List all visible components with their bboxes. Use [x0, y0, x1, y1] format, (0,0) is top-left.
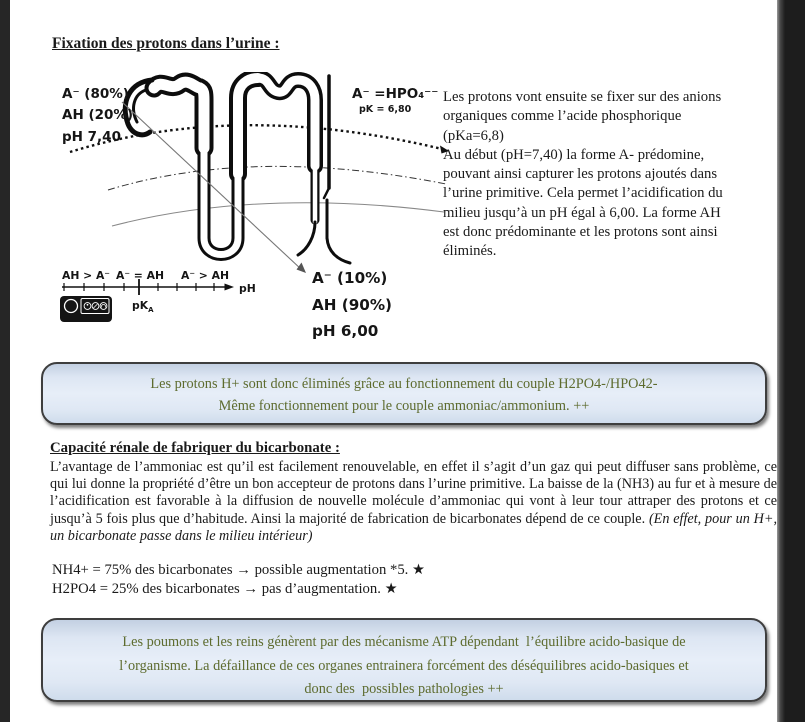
key-point-line: Même fonctionnement pour le couple ammoniac/ammonium. ++: [218, 398, 590, 414]
ratio-line-h2po4: H2PO4 = 25% des bicarbonates → pas d’augmentation. ★: [52, 580, 398, 597]
axis-ph-label: pH: [239, 282, 256, 295]
label-initial-state: [62, 86, 133, 145]
medulla-boundary-dashdot-line: [108, 166, 446, 190]
text-line: l’urine primitive. Cela permet l’acidification du: [443, 185, 723, 202]
key-point-line: Les protons H+ sont donc éliminés grâce au fonctionnement du couple H2PO4-/HPO42-: [150, 376, 658, 392]
window-chrome-left: [0, 0, 10, 722]
axis-zone-ah-gt-a: AH > A⁻: [61, 269, 111, 282]
bicarbonate-ratios: [52, 561, 425, 598]
label-ah-20: AH (20%): [62, 107, 134, 123]
bicarbonate-paragraph-italic-note: (En effet, pour un H+, un bicarbonate passe dans le milieu intérieur): [50, 510, 777, 544]
text-line: Au début (pH=7,40) la forme A- prédomine,: [443, 146, 705, 163]
text-line: milieu jusqu’à un pH égal à 6,00. La forme AH: [443, 204, 721, 221]
inner-medulla-boundary-line: [112, 203, 444, 226]
cc-icon: cc: [67, 302, 75, 311]
key-point-line: l’organisme. La défaillance de ces organes entrainera forcément des déséquilibres acido-basiques et: [119, 657, 689, 674]
key-point-box-lungs-kidneys: [41, 618, 767, 702]
axis-zone-a-gt-ah: A⁻ > AH: [180, 269, 230, 282]
text-line: pouvant ainsi capturer les protons ajoutés dans: [443, 166, 718, 183]
pointer-arrowhead: [297, 263, 307, 274]
text-line: Les protons vont ensuite se fixer sur des anions: [443, 89, 722, 105]
bicarbonate-paragraph-text: L’avantage de l’ammoniac est qu’il est facilement renouvelable, en effet il s’agit d’un gaz qui peut diffuser sans problème, ce qui lui donne la propriété d’être un bon accepteur de protons dans l’urine primitive. La baisse de la (NH3) au fur et à mesure de l’acidification est favorable à la diffusion de nouvelle molécule d’ammoniac qui vont à leur tour attraper des protons et ce jusqu’à 5 fois plus que d’habitude. Ainsi la majorité de fabrication de bicarbonates dépend de ce couple.: [50, 459, 777, 527]
ph-axis-arrowhead: [225, 284, 235, 291]
key-point-line: Les poumons et les reins génèrent par des mécanisme ATP dépendant l’équilibre acido-basique de: [122, 634, 686, 650]
duct-left-flare: [298, 222, 315, 255]
cortex-boundary-dotted-line: [70, 125, 442, 152]
text-line: est donc prédominante et les protons sont ainsi: [443, 224, 718, 241]
text-line: éliminés.: [443, 243, 497, 260]
key-point-line: donc des possibles pathologies ++: [304, 681, 504, 697]
section-heading-bicarbonate: Capacité rénale de fabriquer du bicarbonate :: [50, 440, 340, 456]
cc-badge-text: BY NC SA: [83, 316, 107, 322]
label-final-state: [312, 269, 392, 340]
label-ph-600: pH 6,00: [312, 322, 379, 340]
nephron-ph-diagram: [58, 72, 450, 342]
axis-pka-label: $pK_A$: [132, 299, 154, 314]
bicarbonate-paragraph: [50, 459, 777, 545]
label-phosphate-pk: [352, 86, 438, 115]
label-a-minus-10: A⁻ (10%): [312, 269, 388, 287]
ratio-line-nh4: NH4+ = 75% des bicarbonates → possible augmentation *5. ★: [52, 562, 426, 578]
cc-license-badge: [60, 296, 112, 322]
label-ph-740: pH 7,40: [62, 129, 121, 145]
axis-zone-a-eq-ah: A⁻ = AH: [115, 269, 165, 282]
label-phosphate-pk-value: pK = 6,80: [359, 104, 412, 115]
label-phosphate-formula: A⁻ =HPO₄⁻⁻: [352, 86, 439, 102]
text-line: (pKa=6,8): [443, 127, 504, 144]
duct-right-flare: [327, 238, 350, 263]
label-ah-90: AH (90%): [312, 296, 392, 314]
label-a-minus-80: A⁻ (80%): [62, 86, 129, 102]
phosphate-explanation-paragraph: [443, 88, 783, 262]
text-line: organiques comme l’acide phosphorique: [443, 108, 682, 125]
key-point-box-protons: [41, 362, 767, 425]
page-title: Fixation des protons dans l’urine :: [52, 35, 280, 52]
